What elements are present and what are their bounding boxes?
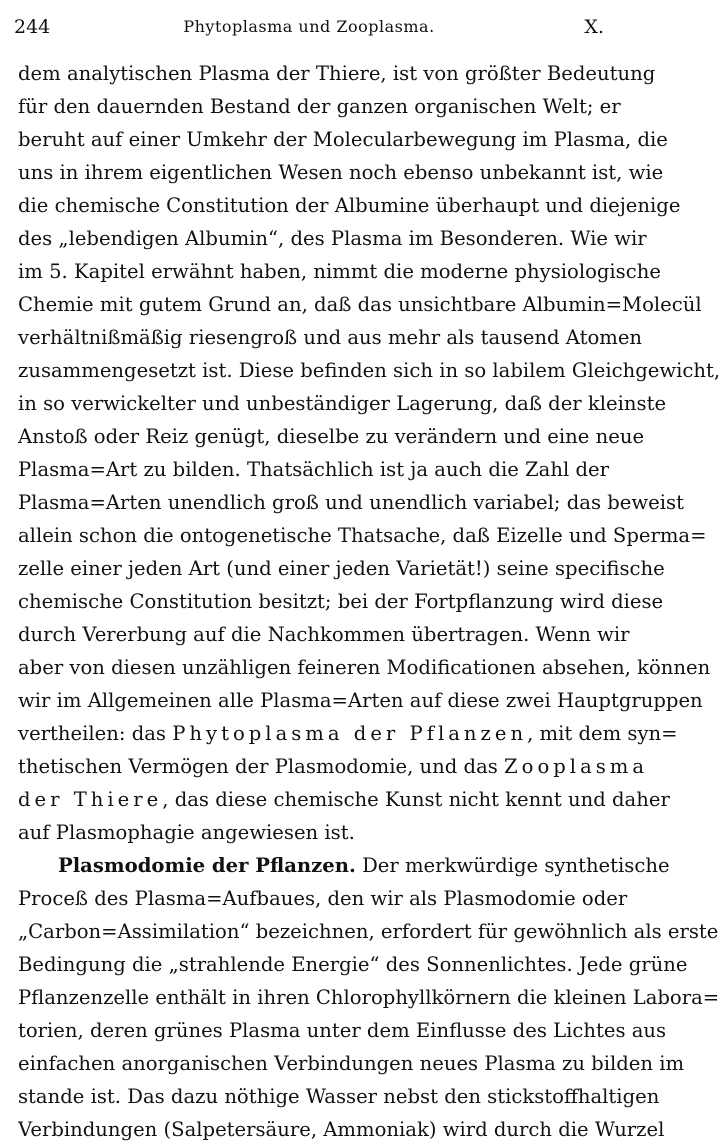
text-line: zelle einer jeden Art (und einer jeden Varietät!) seine specifische (18, 557, 665, 580)
text-line: Bedingung die „strahlende Energie“ des Sonnenlichtes. Jede grüne (18, 953, 688, 976)
text-line: in so verwickelter und unbeständiger Lagerung, daß der kleinste (18, 392, 667, 415)
text-line: Chemie mit gutem Grund an, daß das unsichtbare Albumin=Molecül (18, 293, 702, 316)
text-line: des „lebendigen Albumin“, des Plasma im Besonderen. Wie wir (18, 227, 647, 250)
page-number: 244 (14, 16, 51, 38)
text-line (18, 717, 678, 750)
body-text (18, 57, 720, 1146)
text-line (18, 750, 649, 783)
text-fragment: thetischen Vermögen der Plasmodomie, und das (18, 755, 505, 778)
spaced-term: Zooplasma (504, 755, 649, 778)
text-line: Plasma=Art zu bilden. Thatsächlich ist ja auch die Zahl der (18, 458, 609, 481)
text-line: stande ist. Das dazu nöthige Wasser nebst den stickstoffhaltigen (18, 1085, 660, 1108)
text-line: Plasma=Arten unendlich groß und unendlich variabel; das beweist (18, 491, 684, 514)
text-line: die chemische Constitution der Albumine überhaupt und diejenige (18, 194, 681, 217)
text-line: für den dauernden Bestand der ganzen organischen Welt; er (18, 95, 621, 118)
text-line: Pflanzenzelle enthält in ihren Chlorophyllkörnern die kleinen Labora= (18, 986, 720, 1009)
spaced-term: der Thiere (18, 788, 163, 811)
text-line: Verbindungen (Salpetersäure, Ammoniak) wird durch die Wurzel (18, 1118, 665, 1141)
text-line: torien, deren grünes Plasma unter dem Einflusse des Lichtes aus (18, 1019, 667, 1042)
text-line: im 5. Kapitel erwähnt haben, nimmt die moderne physiologische (18, 260, 661, 283)
text-line: einfachen anorganischen Verbindungen neues Plasma zu bilden im (18, 1052, 685, 1075)
text-line: verhältnißmäßig riesengroß und aus mehr als tausend Atomen (18, 326, 643, 349)
text-fragment: , das diese chemische Kunst nicht kennt und daher (162, 788, 670, 811)
text-line: zusammengesetzt ist. Diese befinden sich in so labilem Gleichgewicht, (18, 359, 720, 382)
text-line: chemische Constitution besitzt; bei der Fortpflanzung wird diese (18, 590, 664, 613)
text-line (18, 849, 670, 882)
text-fragment: vertheilen: das (18, 722, 173, 745)
running-title: Phytoplasma und Zooplasma. (183, 17, 435, 36)
spaced-term: Phytoplasma der Pflanzen (172, 722, 528, 745)
text-line: durch Vererbung auf die Nachkommen übertragen. Wenn wir (18, 623, 630, 646)
text-fragment: Der merkwürdige synthetische (362, 854, 670, 877)
text-line: dem analytischen Plasma der Thiere, ist von größter Bedeutung (18, 62, 656, 85)
text-line: „Carbon=Assimilation“ bezeichnen, erfordert für gewöhnlich als erste (18, 920, 719, 943)
text-line: auf Plasmophagie angewiesen ist. (18, 821, 355, 844)
text-line: allein schon die ontogenetische Thatsache, daß Eizelle und Sperma= (18, 524, 707, 547)
text-fragment: , mit dem syn= (527, 722, 678, 745)
section-heading: Plasmodomie der Pflanzen. (58, 854, 356, 877)
text-line: Anstoß oder Reiz genügt, dieselbe zu verändern und eine neue (18, 425, 645, 448)
text-line (18, 783, 670, 816)
running-header (14, 10, 604, 44)
text-line: beruht auf einer Umkehr der Molecularbewegung im Plasma, die (18, 128, 668, 151)
chapter-number: X. (584, 16, 604, 38)
text-line: uns in ihrem eigentlichen Wesen noch ebenso unbekannt ist, wie (18, 161, 664, 184)
text-line: aber von diesen unzähligen feineren Modificationen absehen, können (18, 656, 711, 679)
text-line: wir im Allgemeinen alle Plasma=Arten auf diese zwei Hauptgruppen (18, 689, 703, 712)
text-line: Proceß des Plasma=Aufbaues, den wir als Plasmodomie oder (18, 887, 628, 910)
